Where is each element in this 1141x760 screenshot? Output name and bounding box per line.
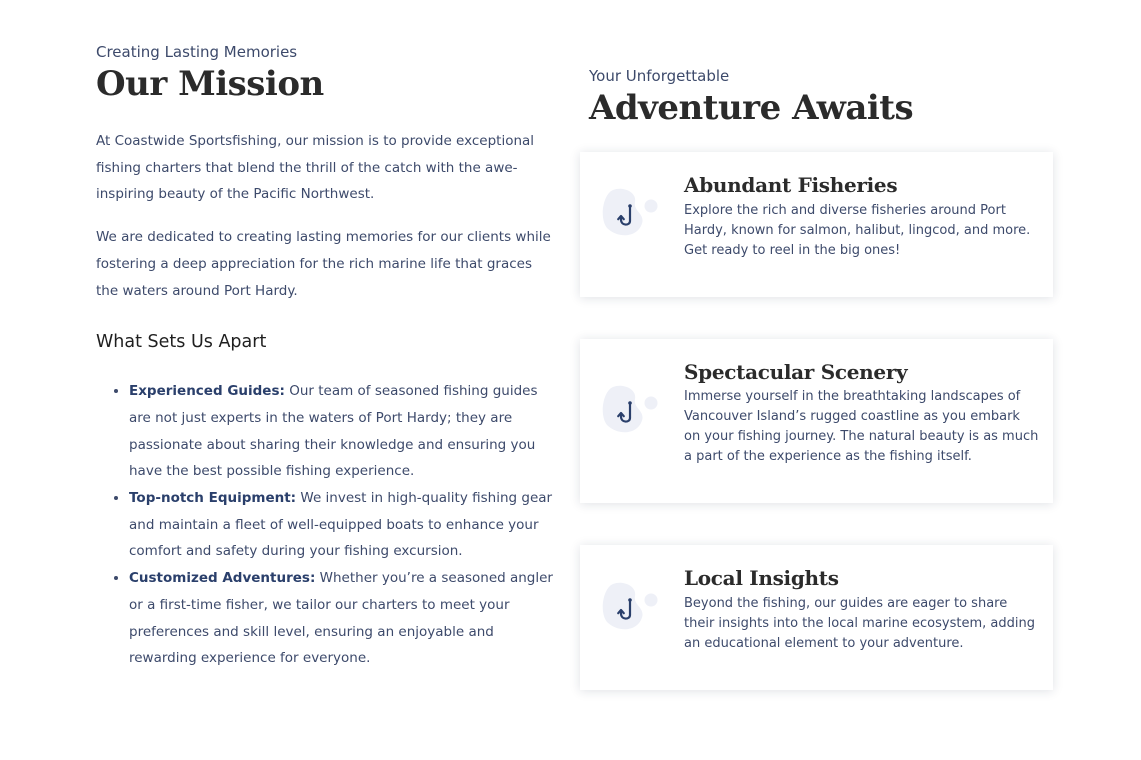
apart-title: What Sets Us Apart <box>96 332 267 353</box>
mission-eyebrow: Creating Lasting Memories <box>96 43 298 61</box>
feature-label: Experienced Guides: <box>129 383 285 400</box>
mission-section <box>96 42 554 672</box>
adventure-eyebrow: Your Unforgettable <box>589 67 730 85</box>
card-title: Spectacular Scenery <box>684 360 908 384</box>
feature-item <box>129 485 554 565</box>
feature-card-insights <box>580 545 1053 690</box>
feature-label: Top-notch Equipment: <box>129 490 297 507</box>
feature-text: Our team of seasoned fishing guides are not just experts in the waters of Port Hardy; they are passionate about sharing their knowledge and ensuring you have the best possible fishing experience. <box>129 383 538 480</box>
adventure-title: Adventure Awaits <box>589 88 914 128</box>
feature-text: Whether you’re a seasoned angler or a first-time fisher, we tailor our charters to meet your preferences and skill level, ensuring an enjoyable and rewarding experience for everyone. <box>129 570 553 667</box>
mission-title: Our Mission <box>96 64 324 104</box>
feature-item <box>129 565 554 672</box>
fishing-hook-icon <box>599 184 661 246</box>
feature-label: Customized Adventures: <box>129 570 316 587</box>
feature-card-scenery <box>580 339 1053 503</box>
card-text: Immerse yourself in the breathtaking landscapes of Vancouver Island’s rugged coastline as you embark on your fishing journey. The natural beauty is as much a part of the experience as the fishing itself. <box>684 389 1039 464</box>
mission-paragraph: At Coastwide Sportsfishing, our mission is to provide exceptional fishing charters that blend the thrill of the catch with the awe-inspiring beauty of the Pacific Northwest. <box>96 133 535 203</box>
feature-text: We invest in high-quality fishing gear and maintain a fleet of well-equipped boats to enhance your comfort and safety during your fishing excursion. <box>129 490 553 560</box>
features-list <box>96 378 554 672</box>
card-text: Explore the rich and diverse fisheries around Port Hardy, known for salmon, halibut, lingcod, and more. Get ready to reel in the big ones! <box>684 203 1031 258</box>
card-title: Abundant Fisheries <box>684 173 898 197</box>
fishing-hook-icon <box>599 578 661 640</box>
fishing-hook-icon <box>599 381 661 443</box>
feature-item <box>129 378 554 485</box>
card-title: Local Insights <box>684 566 839 590</box>
feature-card-fisheries <box>580 152 1053 297</box>
card-text: Beyond the fishing, our guides are eager to share their insights into the local marine ecosystem, adding an educational element to your adventure. <box>684 596 1035 651</box>
mission-paragraph: We are dedicated to creating lasting memories for our clients while fostering a deep appreciation for the rich marine life that graces the waters around Port Hardy. <box>96 229 551 299</box>
adventure-header <box>589 66 913 128</box>
